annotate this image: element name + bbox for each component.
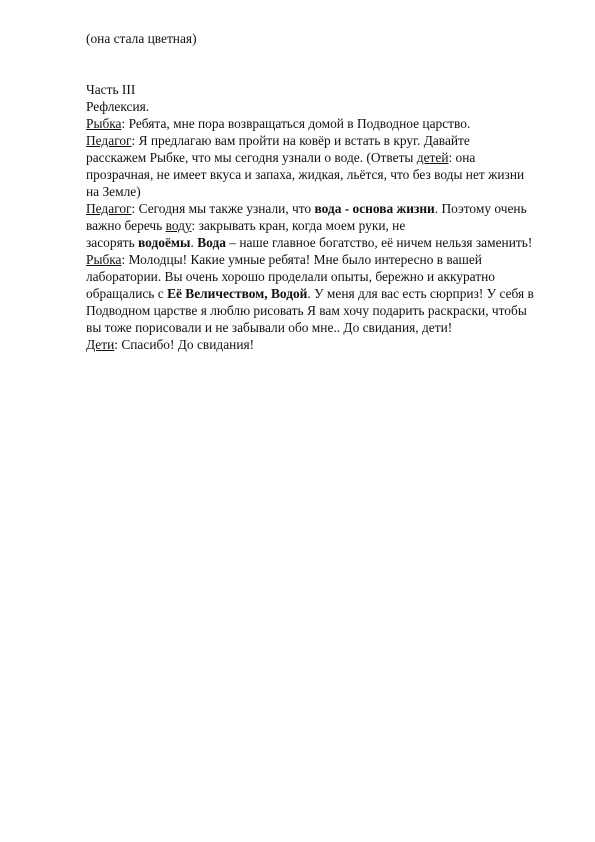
- speaker-teacher: Педагог: [86, 133, 132, 148]
- intro-line: (она стала цветная): [86, 31, 197, 46]
- dialogue-line-fish-2: [86, 251, 556, 268]
- dialogue-line-teacher-2: [86, 200, 556, 217]
- line-text: расскажем Рыбке, что мы сегодня узнали о воде. (Ответы: [86, 150, 417, 165]
- paragraph-line: прозрачная, не имеет вкуса и запаха, жидкая, льётся, что без воды нет жизни: [86, 167, 525, 182]
- bold-word: водоёмы: [138, 235, 191, 250]
- line-text: : Молодцы! Какие умные ребята! Мне было интересно в вашей: [121, 252, 482, 267]
- paragraph-line: Подводном царстве я люблю рисовать Я вам хочу подарить раскраски, чтобы: [86, 303, 527, 318]
- paragraph-line: лаборатории. Вы очень хорошо проделали опыты, бережно и аккуратно: [86, 269, 495, 284]
- line-text: : Я предлагаю вам пройти на ковёр и встать в круг. Давайте: [131, 133, 470, 148]
- line-text: обращались с: [86, 286, 168, 301]
- speaker-children: Дети: [86, 337, 115, 352]
- dialogue-line-children: [86, 336, 556, 353]
- document-page: [86, 30, 556, 353]
- speaker-fish: Рыбка: [86, 116, 122, 131]
- bold-phrase: Её Величеством, Водой: [167, 286, 308, 301]
- dialogue-line-teacher-1: [86, 132, 556, 149]
- spacer: [86, 64, 556, 81]
- spacer: [86, 47, 556, 64]
- paragraph-line: [86, 285, 556, 302]
- line-text: : закрывать кран, когда моем руки, не: [191, 218, 406, 233]
- speaker-fish: Рыбка: [86, 252, 122, 267]
- paragraph-line: [86, 149, 556, 166]
- paragraph-line: [86, 234, 556, 251]
- speaker-teacher: Педагог: [86, 201, 132, 216]
- line-text: . Поэтому очень: [434, 201, 527, 216]
- line-text: . У меня для вас есть сюрприз! У себя в: [307, 286, 534, 301]
- children-word: детей: [416, 150, 449, 165]
- bold-phrase: вода - основа жизни: [314, 201, 435, 216]
- line-text: : Спасибо! До свидания!: [114, 337, 255, 352]
- line-text: .: [190, 235, 198, 250]
- paragraph-line: на Земле): [86, 184, 141, 199]
- line-text: : Ребята, мне пора возвращаться домой в Подводное царство.: [121, 116, 471, 131]
- line-text: засорять: [86, 235, 139, 250]
- line-text: : Сегодня мы также узнали, что: [131, 201, 315, 216]
- paragraph-line: [86, 217, 556, 234]
- dialogue-line-fish-1: [86, 115, 556, 132]
- section-title: Рефлексия.: [86, 99, 150, 114]
- line-text: : она: [448, 150, 476, 165]
- bold-word: Вода: [197, 235, 226, 250]
- line-text: – наше главное богатство, её ничем нельзя заменить!: [225, 235, 533, 250]
- part-title: Часть III: [86, 82, 136, 97]
- underlined-word: воду: [165, 218, 192, 233]
- line-text: важно беречь: [86, 218, 166, 233]
- paragraph-line: вы тоже порисовали и не забывали обо мне.. До свидания, дети!: [86, 320, 453, 335]
